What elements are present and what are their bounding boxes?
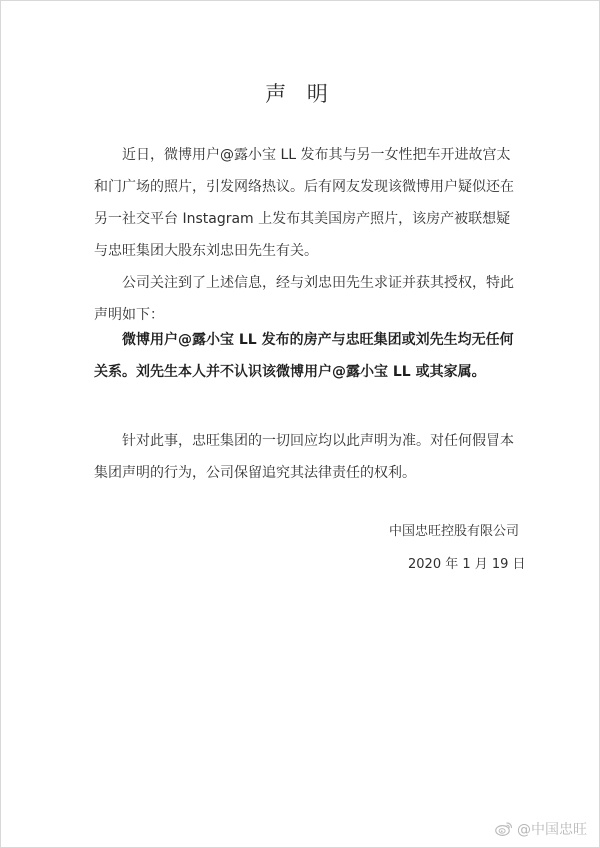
paragraph-declaration: 微博用户@露小宝 LL 发布的房产与忠旺集团或刘先生均无任何关系。刘先生本人并不认识该微博用户@露小宝 LL 或其家属。	[94, 332, 514, 380]
paragraph-legal-notice: 针对此事，忠旺集团的一切回应均以此声明为准。对任何假冒本集团声明的行为，公司保留追究其法律责任的权利。	[94, 433, 514, 481]
weibo-icon	[495, 821, 513, 837]
watermark-text: @中国忠旺	[517, 822, 587, 838]
paragraph-verification: 公司关注到了上述信息，经与刘忠田先生求证并获其授权，特此声明如下：	[94, 275, 514, 323]
paragraph-incident: 近日，微博用户@露小宝 LL 发布其与另一女性把车开进故宫太和门广场的照片，引发网络热议。后有网友发现该微博用户疑似还在另一社交平台 Instagram 上发布其美国房产照片，该房产被联想疑与忠旺集团大股东刘忠田先生有关。	[94, 147, 514, 259]
page-title: 声 明	[265, 82, 335, 106]
signature-company: 中国忠旺控股有限公司	[389, 524, 520, 539]
weibo-watermark	[495, 819, 587, 839]
signature-date: 2020 年 1 月 19 日	[408, 557, 526, 572]
